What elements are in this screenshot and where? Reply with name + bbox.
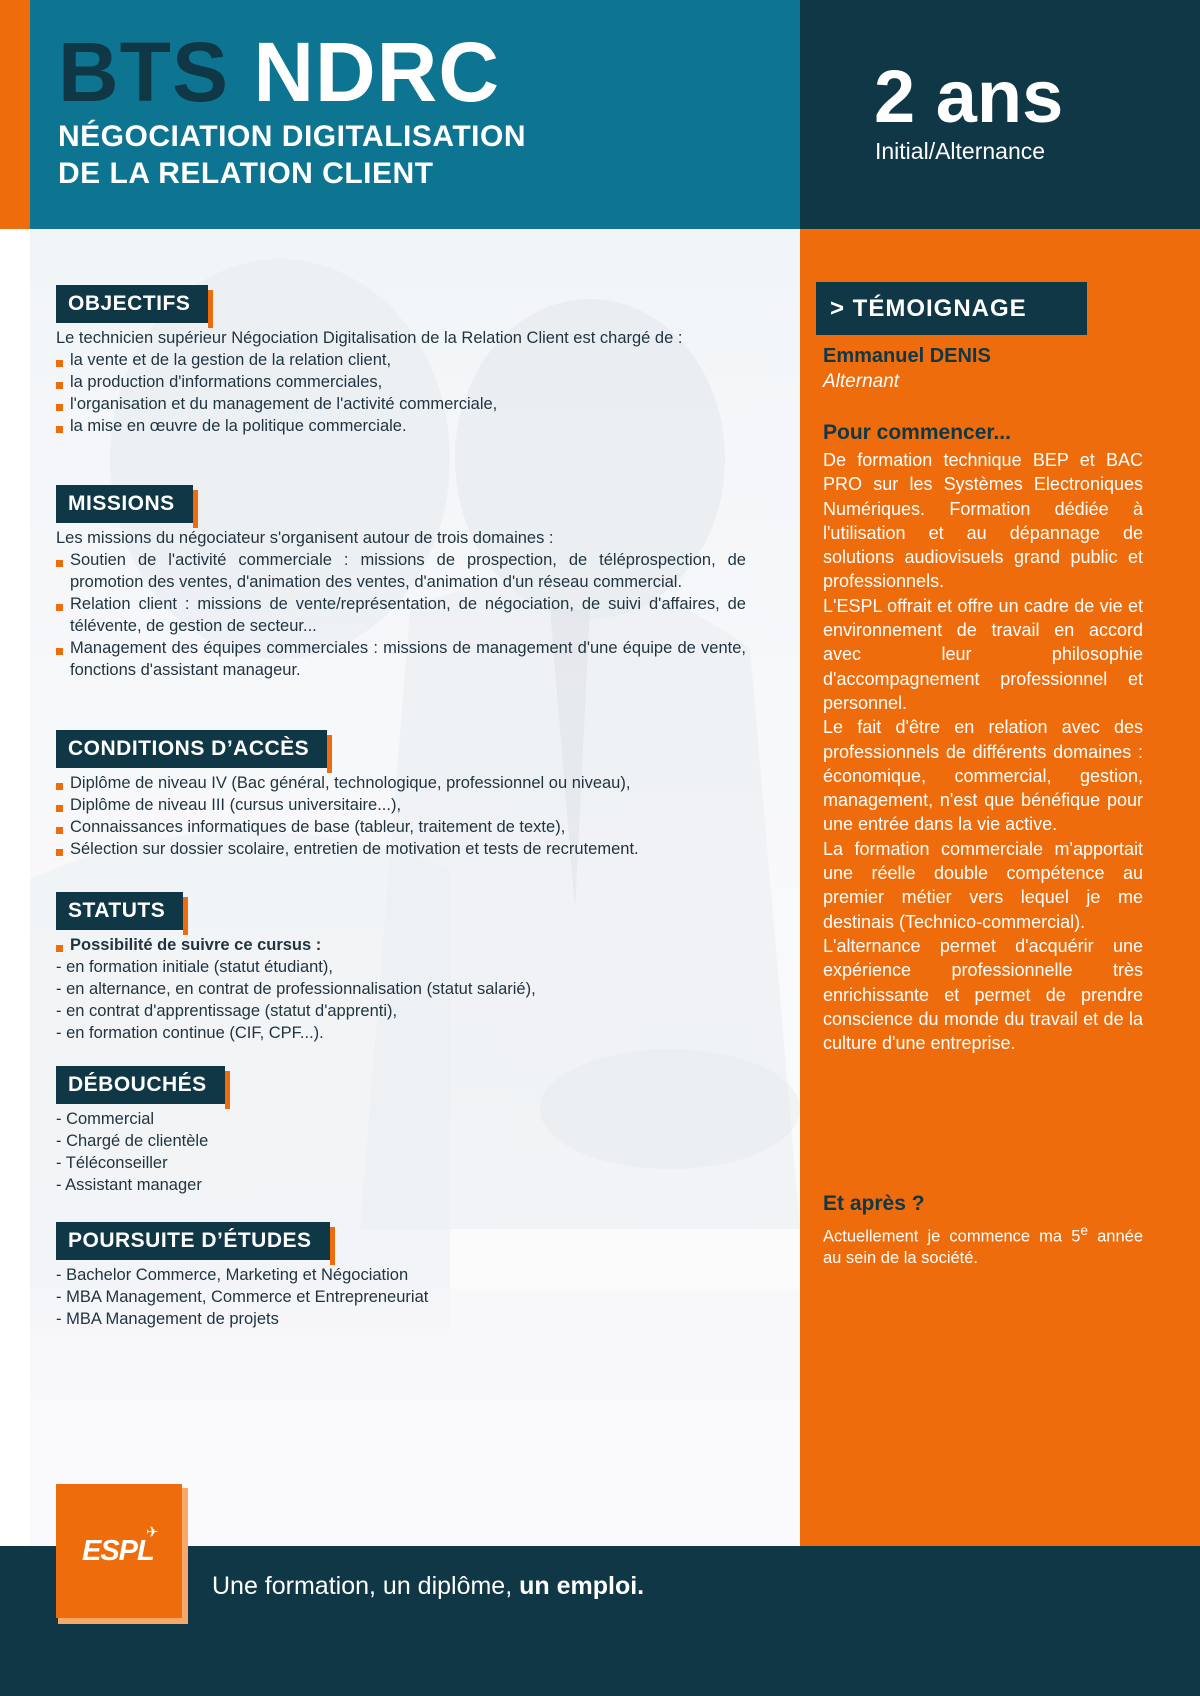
section-statuts [56,892,746,1044]
testimonial-heading-after: Et après ? [823,1192,925,1215]
testimonial-text [823,448,1143,1055]
header-accent-strip [0,0,30,229]
objectifs-item: la mise en œuvre de la politique commerciale. [56,415,746,437]
section-debouches [56,1066,746,1196]
section-conditions [56,730,746,860]
poursuite-item: - MBA Management, Commerce et Entrepreneuriat [56,1288,429,1306]
duration-mode: Initial/Alternance [875,138,1046,164]
testimonial-after-text-b: année au sein de la société. [823,1227,1144,1267]
testimonial-title: > TÉMOIGNAGE [816,282,1087,335]
duration-value: 2 ans [874,55,1064,138]
title-ndrc: NDRC [253,25,500,119]
section-poursuite [56,1222,746,1330]
testimonial-heading-start: Pour commencer... [823,421,1011,444]
missions-item: Management des équipes commerciales : missions de management d'une équipe de vente, fonctions d'assistant manageur. [56,637,746,681]
testimonial-name: Emmanuel DENIS [823,345,991,367]
debouches-item: - Téléconseiller [56,1154,168,1172]
subtitle-line-2: DE LA RELATION CLIENT [58,157,434,190]
footer-tagline [212,1572,644,1601]
statuts-item: - en contrat d'apprentissage (statut d'apprenti), [56,1002,398,1020]
conditions-body [56,772,746,860]
page-header [0,0,1200,229]
tagline-bold: un emploi. [519,1572,645,1600]
statuts-item: - en alternance, en contrat de professionnalisation (statut salarié), [56,980,536,998]
poursuite-item: - Bachelor Commerce, Marketing et Négociation [56,1266,409,1284]
section-title-statuts: STATUTS [56,892,183,930]
conditions-item: Diplôme de niveau IV (Bac général, technologique, professionnel ou niveau), [56,772,746,794]
missions-intro: Les missions du négociateur s'organisent autour de trois domaines : [56,529,554,547]
testimonial-paragraph: Le fait d'être en relation avec des professionnels de différents domaines : économique, commercial, gestion, management, n'est que bénéfique pour une entrée dans la vie active. [823,717,1143,835]
objectifs-item: l'organisation et du management de l'activité commerciale, [56,393,746,415]
statuts-lead: Possibilité de suivre ce cursus : [56,934,746,956]
testimonial-after-text-sup: e [1080,1223,1089,1238]
page-subtitle [58,118,678,192]
debouches-item: - Chargé de clientèle [56,1132,209,1150]
debouches-item: - Assistant manager [56,1176,202,1194]
objectifs-item: la vente et de la gestion de la relation client, [56,349,746,371]
logo-text: ESPL [82,1535,154,1567]
subtitle-line-1: NÉGOCIATION DIGITALISATION [58,120,526,153]
testimonial-paragraph: De formation technique BEP et BAC PRO sur les Systèmes Electroniques Numériques. Formation dédiée à l'utilisation et au dépannage de solutions audiovisuels grand public et professionnels. [823,450,1143,592]
logo-mark-icon: ✈ [146,1524,159,1541]
missions-item: Relation client : missions de vente/représentation, de négociation, de suivi d'affaires, de télévente, de gestion de secteur... [56,593,746,637]
section-title-objectifs: OBJECTIFS [56,285,208,323]
tagline-regular: Une formation, un diplôme, [212,1572,520,1600]
testimonial-after-text [823,1220,1143,1269]
statuts-item: - en formation continue (CIF, CPF...). [56,1024,324,1042]
section-title-poursuite: POURSUITE D’ÉTUDES [56,1222,330,1260]
statuts-body [56,934,746,1044]
poursuite-item: - MBA Management de projets [56,1310,279,1328]
section-title-conditions: CONDITIONS D’ACCÈS [56,730,327,768]
testimonial-paragraph: La formation commerciale m'apportait une réelle double compétence au premier métier vers lequel je me destinais (Technico-commercial). [823,838,1143,932]
testimonial-paragraph: L'alternance permet d'acquérir une expérience professionnelle très enrichissante et permet de prendre conscience du monde du travail et de la culture d'une entreprise. [823,935,1143,1054]
conditions-item: Sélection sur dossier scolaire, entretien de motivation et tests de recrutement. [56,838,746,860]
testimonial-after-text-a: Actuellement je commence ma 5 [823,1227,1081,1246]
conditions-item: Connaissances informatiques de base (tableur, traitement de texte), [56,816,746,838]
page-title [58,25,500,119]
debouches-item: - Commercial [56,1110,155,1128]
objectifs-item: la production d'informations commerciales, [56,371,746,393]
conditions-item: Diplôme de niveau III (cursus universitaire...), [56,794,746,816]
missions-item: Soutien de l'activité commerciale : missions de prospection, de téléprospection, de promotion des ventes, d'animation des ventes, d'animation d'un réseau commercial. [56,549,746,593]
testimonial-role: Alternant [823,371,900,392]
objectifs-intro: Le technicien supérieur Négociation Digitalisation de la Relation Client est chargé de : [56,329,683,347]
section-title-debouches: DÉBOUCHÉS [56,1066,225,1104]
statuts-item: - en formation initiale (statut étudiant), [56,958,333,976]
testimonial-paragraph: L'ESPL offrait et offre un cadre de vie et environnement de travail en accord avec leur philosophie d'accompagnement professionnel et personnel. [823,595,1143,713]
section-missions [56,485,746,681]
missions-body [56,527,746,681]
objectifs-body [56,327,746,437]
debouches-body [56,1108,746,1196]
section-objectifs [56,285,746,437]
section-title-missions: MISSIONS [56,485,193,523]
poursuite-body [56,1264,746,1330]
title-bts: BTS [58,25,229,119]
